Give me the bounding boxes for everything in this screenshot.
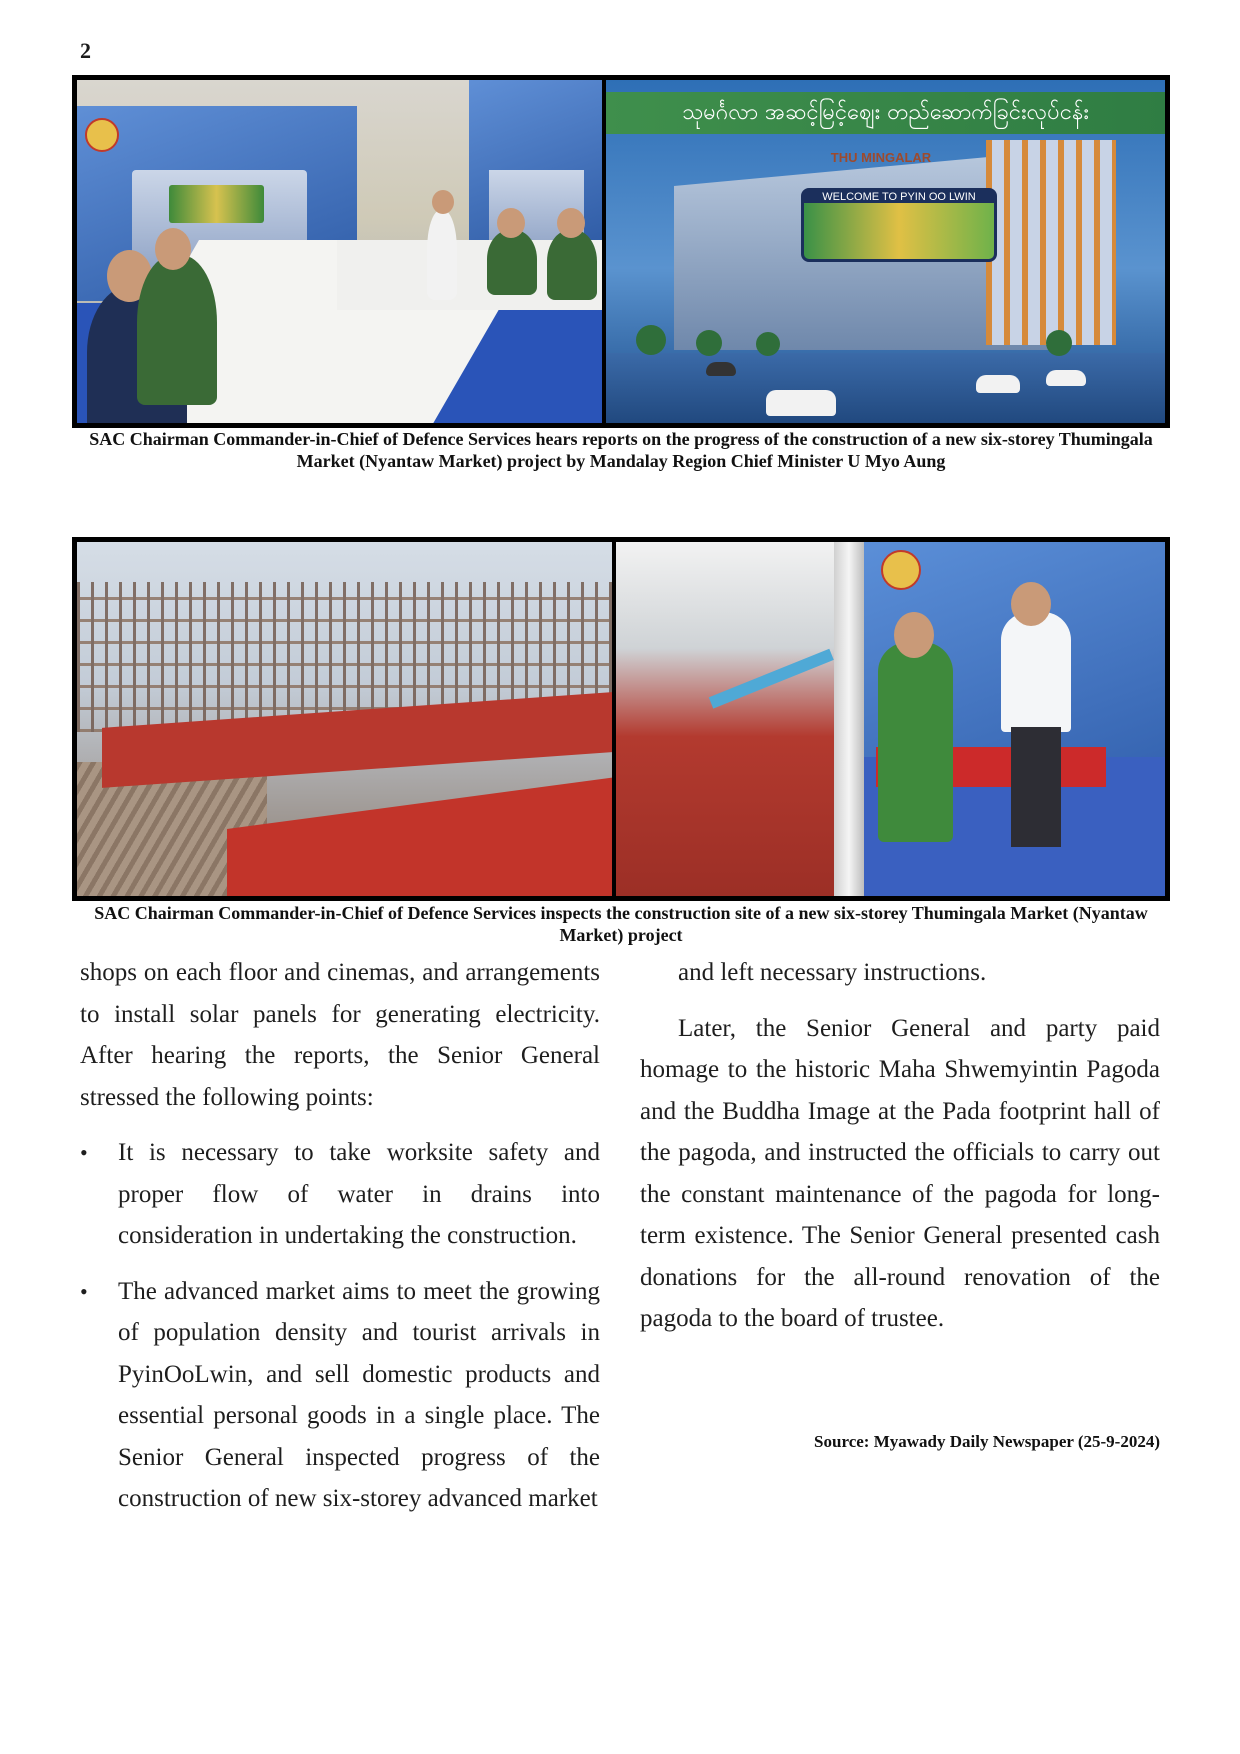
welcome-sign: WELCOME TO PYIN OO LWIN — [801, 188, 997, 262]
building-name: THU MINGALAR — [830, 150, 932, 165]
top-photo-caption: SAC Chairman Commander-in-Chief of Defence Services hears reports on the progress of the construction of a new six-storey Thumingala Market (Nyantaw Market) project by Mandalay Region Chief Minister U Myo Aung — [89, 429, 1153, 471]
bullet-icon: • — [80, 1278, 88, 1304]
bottom-photo-strip — [72, 537, 1170, 901]
article-right-column — [640, 952, 1160, 1340]
meeting-room-photo — [77, 80, 602, 423]
market-render-photo — [606, 80, 1165, 423]
render-banner: သုမင်္ဂလာ အဆင့်မြင့်ဈေး တည်ဆောက်ခြင်းလုပ်ငန်း — [606, 92, 1165, 134]
pagoda-paragraph: Later, the Senior General and party paid homage to the historic Maha Shwemyintin Pagoda and the Buddha Image at the Pada footprint hall of the pagoda, and instructed the officials to carry out the constant maintenance of the pagoda for long-term existence. The Senior General presented cash donations for the all-round renovation of the pagoda to the board of trustee. — [640, 1014, 1160, 1332]
source-credit: Source: Myawady Daily Newspaper (25-9-2024) — [814, 1432, 1160, 1451]
article-left-column — [80, 952, 600, 1520]
bottom-photo-caption: SAC Chairman Commander-in-Chief of Defence Services inspects the construction site of a new six-storey Thumingala Market (Nyantaw Market) project — [94, 903, 1148, 945]
top-photo-strip — [72, 75, 1170, 428]
page-number: 2 — [80, 38, 91, 63]
emblem-logo — [881, 550, 921, 590]
intro-paragraph: shops on each floor and cinemas, and arrangements to install solar panels for generating electricity. After hearing the reports, the Senior General stressed the following points: — [80, 959, 600, 1111]
bullet-item: • The advanced market aims to meet the growing of population density and tourist arrivals in PyinOoLwin, and sell domestic products and essential personal goods in a single place. The Senior General inspected progress of the construction of new six-storey advanced market — [80, 1271, 600, 1520]
inspection-photo — [616, 542, 1165, 896]
emblem-logo — [85, 118, 119, 152]
construction-site-photo — [77, 542, 612, 896]
bullet-item: • It is necessary to take worksite safety and proper flow of water in drains into consideration in undertaking the construction. — [80, 1132, 600, 1257]
bullet-icon: • — [80, 1140, 88, 1165]
continuation-paragraph: and left necessary instructions. — [678, 959, 987, 986]
